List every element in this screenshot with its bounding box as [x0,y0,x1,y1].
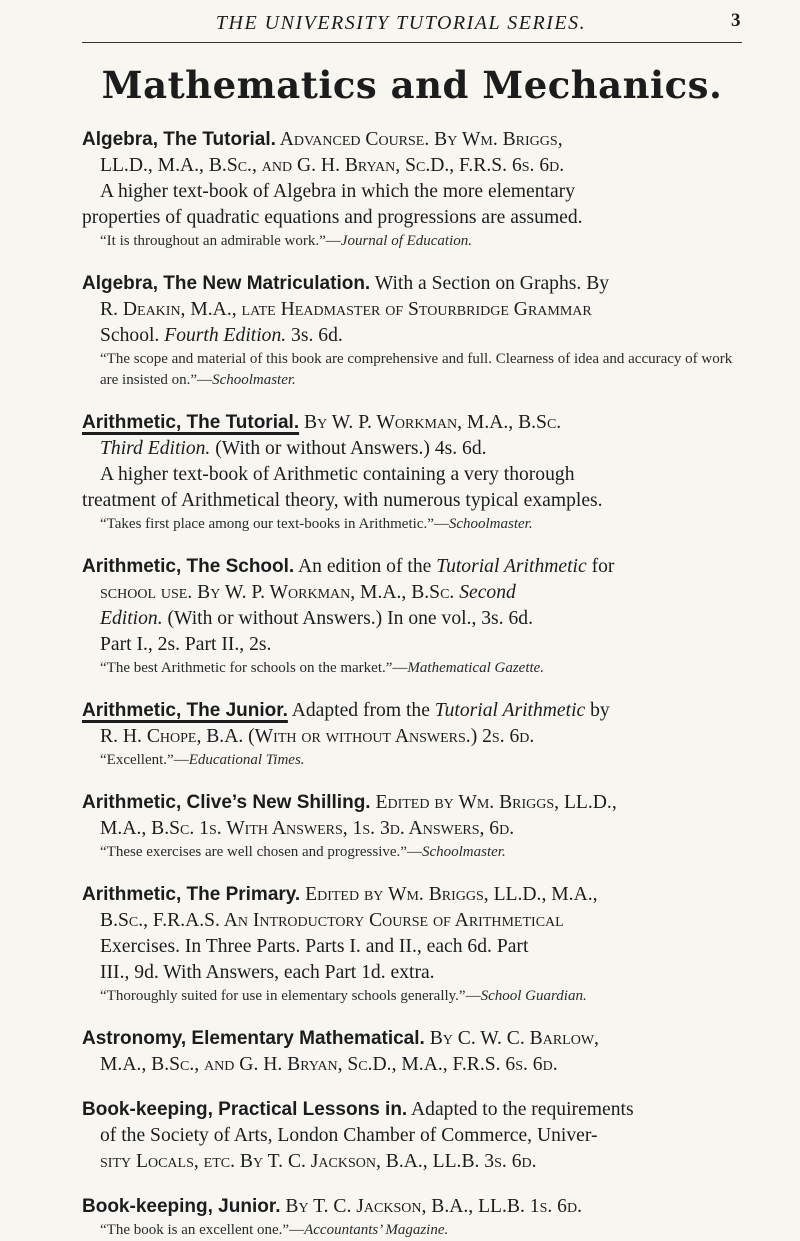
entry-heading: Arithmetic, The Tutorial. [82,412,300,433]
press-quote [82,1220,742,1241]
entry-text: LL.D., M.A., B.Sc., and G. H. Bryan, Sc.D., F.R.S. 6s. 6d. [100,155,565,176]
entry-text: Advanced Course. By Wm. Briggs, [275,129,563,150]
entry-text: R. H. Chope, B.A. (With or without Answers.) 2s. 6d. [100,726,535,747]
entry-description: treatment of Arithmetical theory, with numerous typical examples. [82,490,603,511]
entry-text: By W. P. Workman, M.A., B.Sc. [299,412,562,433]
entry-description: A higher text-book of Algebra in which the more elementary [100,181,576,202]
quote-source: Schoolmaster. [212,372,296,388]
entry-text: (With or without Answers.) 4s. 6d. [210,438,487,459]
series-title: THE UNIVERSITY TUTORIAL SERIES. [215,12,587,34]
quote-text: “The book is an excellent one.”— [100,1222,305,1238]
quote-source: Journal of Education. [340,233,473,249]
entry-text: R. Deakin, M.A., late Headmaster of Stourbridge Grammar [100,299,592,320]
running-header [82,0,742,43]
catalogue-entry [82,698,742,771]
catalogue-entry [82,882,742,1007]
entry-text: Adapted from the [287,700,435,721]
quote-text: “It is throughout an admirable work.”— [100,233,341,249]
press-quote [82,658,742,679]
edition: Edition. [100,608,163,629]
entry-text: (With or without Answers.) In one vol., 3s. 6d. [162,608,533,629]
press-quote [82,514,742,535]
entry-text: An edition of the [294,556,437,577]
edition: Fourth Edition. [164,325,287,346]
entry-text: sity Locals, etc. By T. C. Jackson, B.A., LL.B. 3s. 6d. [100,1151,537,1172]
press-quote [82,349,742,391]
price: 3s. 6d. [286,325,343,346]
entry-heading: Book-keeping, Junior. [82,1196,281,1217]
entry-text: Adapted to the requirements [407,1099,634,1120]
press-quote [82,231,742,252]
quote-source: Schoolmaster. [421,844,506,860]
quote-text: “Thoroughly suited for use in elementary schools generally.”— [100,988,481,1004]
quote-text: “These exercises are well chosen and progressive.”— [100,844,422,860]
catalogue-entry [82,790,742,863]
section-title: Mathematics and Mechanics. [101,63,723,107]
quote-source: School Guardian. [480,988,587,1004]
entry-heading: Astronomy, Elementary Mathematical. [82,1028,425,1049]
quote-source: Schoolmaster. [448,516,533,532]
entry-heading: Algebra, The New Matriculation. [82,273,371,294]
catalogue-entry [82,127,742,252]
entry-text: Edited by Wm. Briggs, LL.D., [370,792,617,813]
quote-source: Accountants’ Magazine. [304,1222,449,1238]
entry-text: school use. By W. P. Workman, M.A., B.Sc. [100,582,460,603]
entry-heading: Arithmetic, The Primary. [82,884,301,905]
entry-text: Exercises. In Three Parts. Parts I. and II., each 6d. Part [100,936,529,957]
entry-text: Part I., 2s. Part II., 2s. [100,634,272,655]
entry-text: School. [100,325,165,346]
entry-text: By T. C. Jackson, B.A., LL.B. 1s. 6d. [280,1196,582,1217]
entry-text: M.A., B.Sc., and G. H. Bryan, Sc.D., M.A., F.R.S. 6s. 6d. [100,1054,558,1075]
quote-text: “The best Arithmetic for schools on the market.”— [100,660,408,676]
press-quote [82,750,742,771]
edition: Third Edition. [100,438,211,459]
entry-heading: Algebra, The Tutorial. [82,129,276,150]
entry-text: III., 9d. With Answers, each Part 1d. extra. [100,962,435,983]
quote-text: “Excellent.”— [100,752,189,768]
entry-text: By C. W. C. Barlow, [424,1028,599,1049]
entry-text: With a Section on Graphs. By [370,273,610,294]
book-reference: Tutorial Arithmetic [436,556,587,577]
catalogue-entry [82,410,742,535]
quote-text: “The scope and material of this book are comprehensive and full. Clearness of idea and accuracy of work are insisted on.”— [100,351,733,388]
entry-heading: Arithmetic, The Junior. [82,700,288,721]
entry-heading: Arithmetic, The School. [82,556,295,577]
quote-source: Mathematical Gazette. [407,660,545,676]
entry-text: B.Sc., F.R.A.S. An Introductory Course of Arithmetical [100,910,564,931]
entry-text: for [586,556,615,577]
quote-source: Educational Times. [188,752,305,768]
quote-text: “Takes first place among our text-books in Arithmetic.”— [100,516,449,532]
entry-text: of the Society of Arts, London Chamber of Commerce, Univer- [100,1125,598,1146]
entry-description: properties of quadratic equations and progressions are assumed. [82,207,583,228]
entry-text: Edited by Wm. Briggs, LL.D., M.A., [300,884,598,905]
entry-heading: Book-keeping, Practical Lessons in. [82,1099,408,1120]
press-quote [82,986,742,1007]
catalogue-entry [82,554,742,679]
entry-text: M.A., B.Sc. 1s. With Answers, 1s. 3d. Answers, 6d. [100,818,515,839]
entry-heading: Arithmetic, Clive’s New Shilling. [82,792,371,813]
page-number: 3 [731,10,742,31]
catalogue-entry [82,1194,742,1241]
entry-text: by [585,700,610,721]
catalogue-entry [82,271,742,391]
entry-description: A higher text-book of Arithmetic containing a very thorough [100,464,575,485]
press-quote [82,842,742,863]
book-reference: Tutorial Arithmetic [434,700,586,721]
edition: Second [459,582,516,603]
catalogue-entry [82,1026,742,1078]
catalogue-entry [82,1097,742,1175]
